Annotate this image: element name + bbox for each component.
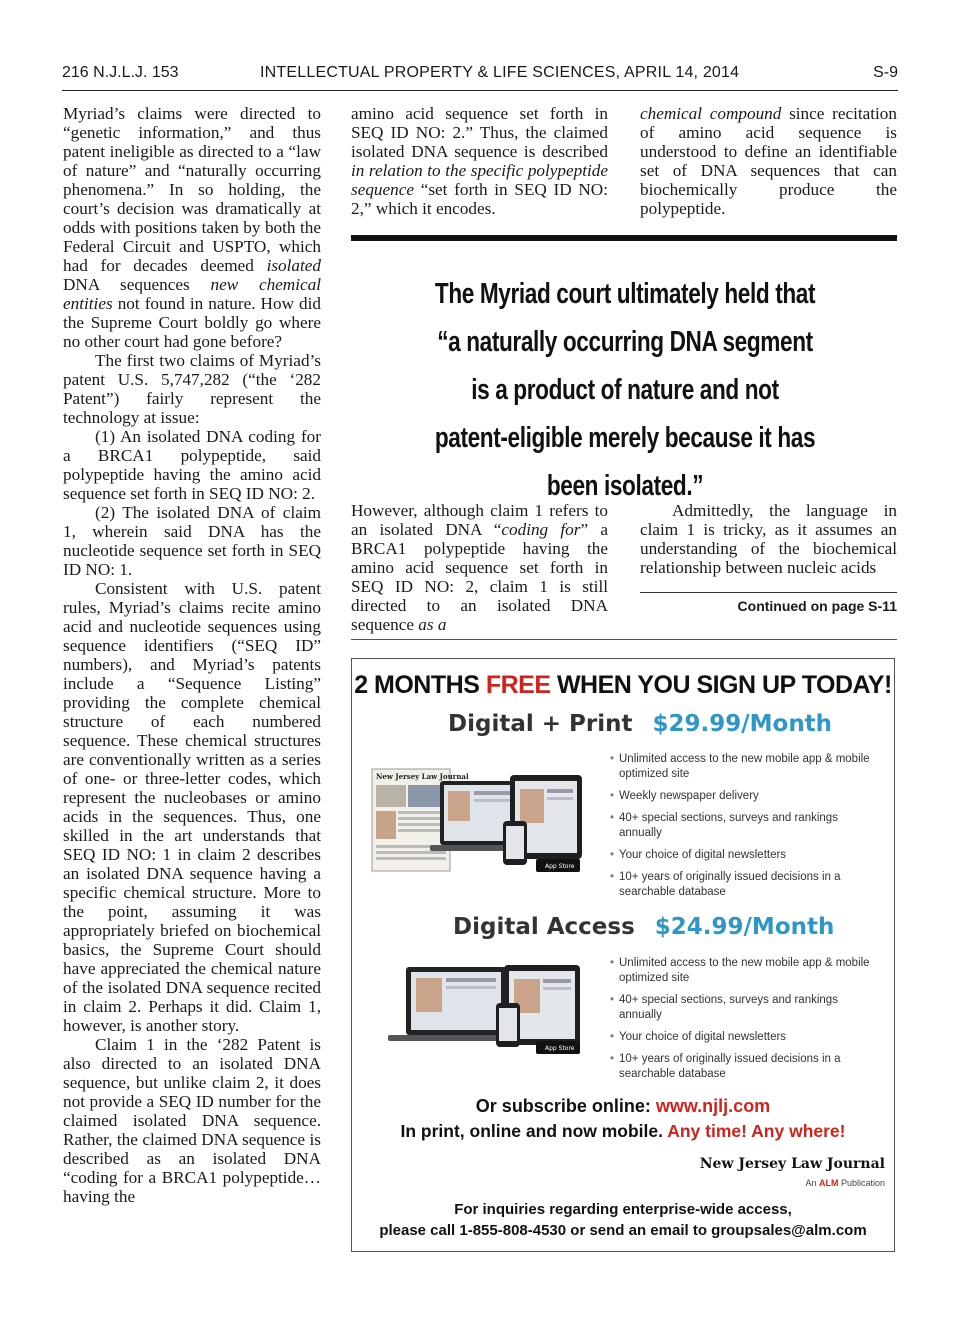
subscription-ad[interactable] (351, 658, 895, 1252)
app-store-badge: App Store (545, 863, 575, 870)
app-store-badge: App Store (545, 1045, 575, 1052)
inquiry-contact: please call 1-855-808-4530 or send an email to groupsales@alm.com (379, 1222, 867, 1239)
page-citation: 216 N.J.L.J. 153 (62, 64, 179, 81)
plan-digital-access: Digital Access $24.99/Month (453, 914, 835, 940)
feature-item: • 10+ years of originally issued decisions in a searchable database (610, 870, 880, 900)
plan-digital-print: Digital + Print $29.99/Month (448, 711, 833, 737)
print-and-devices-image (370, 767, 605, 879)
article-column-3-top (640, 104, 897, 218)
subscribe-online: Or subscribe online: www.njlj.com (475, 1096, 771, 1116)
page-number: S-9 (873, 64, 898, 81)
paragraph: amino acid sequence set forth in SEQ ID NO: 2.” Thus, the claimed isolated DNA sequence is described in relation to the specific polypeptide sequence “set forth in SEQ ID NO: 2,” which it encodes. (351, 104, 608, 218)
newspaper-masthead: New Jersey Law Journal (376, 772, 469, 781)
inquiry-text: For inquiries regarding enterprise-wide access, please call 1-855-808-4530 or send an email to groupsales@alm.com (352, 1199, 894, 1241)
plan-price: $29.99/Month (652, 711, 833, 737)
ad-headline: 2 MONTHS FREE WHEN YOU SIGN UP TODAY! (354, 671, 892, 699)
feature-item: • Your choice of digital newsletters (610, 848, 880, 863)
claim-2-text: (2) The isolated DNA of claim 1, wherein said DNA has the nucleotide sequence set forth in SEQ ID NO: 1. (63, 503, 321, 579)
continued-rule (640, 592, 897, 593)
feature-item: • Unlimited access to the new mobile app & mobile optimized site (610, 752, 880, 782)
plan-digital-access-features (610, 956, 880, 1089)
feature-item: • Unlimited access to the new mobile app & mobile optimized site (610, 956, 880, 986)
article-column-3-bottom (640, 501, 897, 577)
paragraph: Myriad’s claims were directed to “genetic information,” and thus patent ineligible as directed to a “law of nature” and “naturally occurring phenomena.” In so holding, the court’s decision was dramatically at odds with positions taken by both the Federal Circuit and USPTO, which had for decades deemed isolated DNA sequences new chemical entities not found in nature. How did the Supreme Court boldly go where no other court had gone before? (63, 104, 321, 351)
feature-item: • Weekly newspaper delivery (610, 789, 880, 804)
feature-item: • 10+ years of originally issued decisions in a searchable database (610, 1052, 880, 1082)
paragraph: chemical compound since recitation of amino acid sequence is understood to define an identifiable set of DNA sequences that can biochemically produce the polypeptide. (640, 104, 897, 218)
paragraph: Admittedly, the language in claim 1 is tricky, as it assumes an understanding of the biochemical relationship between nucleic acids (640, 501, 897, 577)
alm-publication-note: An ALM Publication (805, 1178, 885, 1188)
paragraph: Claim 1 in the ‘282 Patent is also directed to an isolated DNA sequence, but unlike claim 2, it does not provide a SEQ ID number for the claimed isolated DNA sequence. Rather, the claimed DNA sequence is described as an isolated DNA “coding for a BRCA1 polypeptide…having the (63, 1035, 321, 1206)
header-rule (62, 90, 898, 91)
paragraph: The first two claims of Myriad’s patent U.S. 5,747,282 (“the ‘282 Patent”) fairly represent the technology at issue: (63, 351, 321, 427)
feature-item: • Your choice of digital newsletters (610, 1030, 880, 1045)
feature-item: • 40+ special sections, surveys and rankings annually (610, 993, 880, 1023)
section-title: INTELLECTUAL PROPERTY & LIFE SCIENCES, APRIL 14, 2014 (260, 64, 740, 81)
article-column-2-top (351, 104, 608, 218)
article-column-1 (63, 104, 321, 1206)
brand-logo: New Jersey Law Journal (699, 1156, 885, 1172)
ad-tagline: In print, online and now mobile. Any time! Any where! (400, 1121, 846, 1141)
section-rule (351, 639, 897, 640)
paragraph: Consistent with U.S. patent rules, Myriad’s claims recite amino acid and nucleotide sequences using sequence identifiers (“SEQ ID” numbers), and Myriad’s patents include a “Sequence Listing” providing the complete chemical structure of each numbered sequence. These chemical structures are conventionally written as a series of one- or three-letter codes, which represent the nucleobases or amino acids in the sequences. Thus, one skilled in the art understands that SEQ ID NO: 1 in claim 2 describes an isolated DNA sequence having a specific chemical structure. More to the point, assuming it was appropriately briefed on biochemical basics, the Supreme Court should have appreciated the chemical nature of the isolated DNA sequence recited in claim 2. Perhaps it did. Claim 1, however, is another story. (63, 579, 321, 1035)
feature-item: • 40+ special sections, surveys and rankings annually (610, 811, 880, 841)
digital-devices-image (386, 963, 608, 1055)
continued-note: Continued on page S-11 (737, 598, 897, 614)
plan-price: $24.99/Month (654, 914, 835, 940)
claim-1-text: (1) An isolated DNA coding for a BRCA1 polypeptide, said polypeptide having the amino acid sequence set forth in SEQ ID NO: 2. (63, 427, 321, 503)
running-header (62, 62, 898, 88)
article-column-2-bottom (351, 501, 608, 634)
pullquote: The Myriad court ultimately held that “a naturally occurring DNA segment is a product of nature and not patent-eligible merely because it has been isolated.” (434, 278, 816, 502)
subscribe-link[interactable]: www.njlj.com (655, 1096, 771, 1116)
pullquote-rule (351, 235, 897, 241)
plan-digital-print-features (610, 752, 880, 907)
paragraph: However, although claim 1 refers to an isolated DNA “coding for” a BRCA1 polypeptide having the amino acid sequence set forth in SEQ ID NO: 2, claim 1 is still directed to an isolated DNA sequence as a (351, 501, 608, 634)
